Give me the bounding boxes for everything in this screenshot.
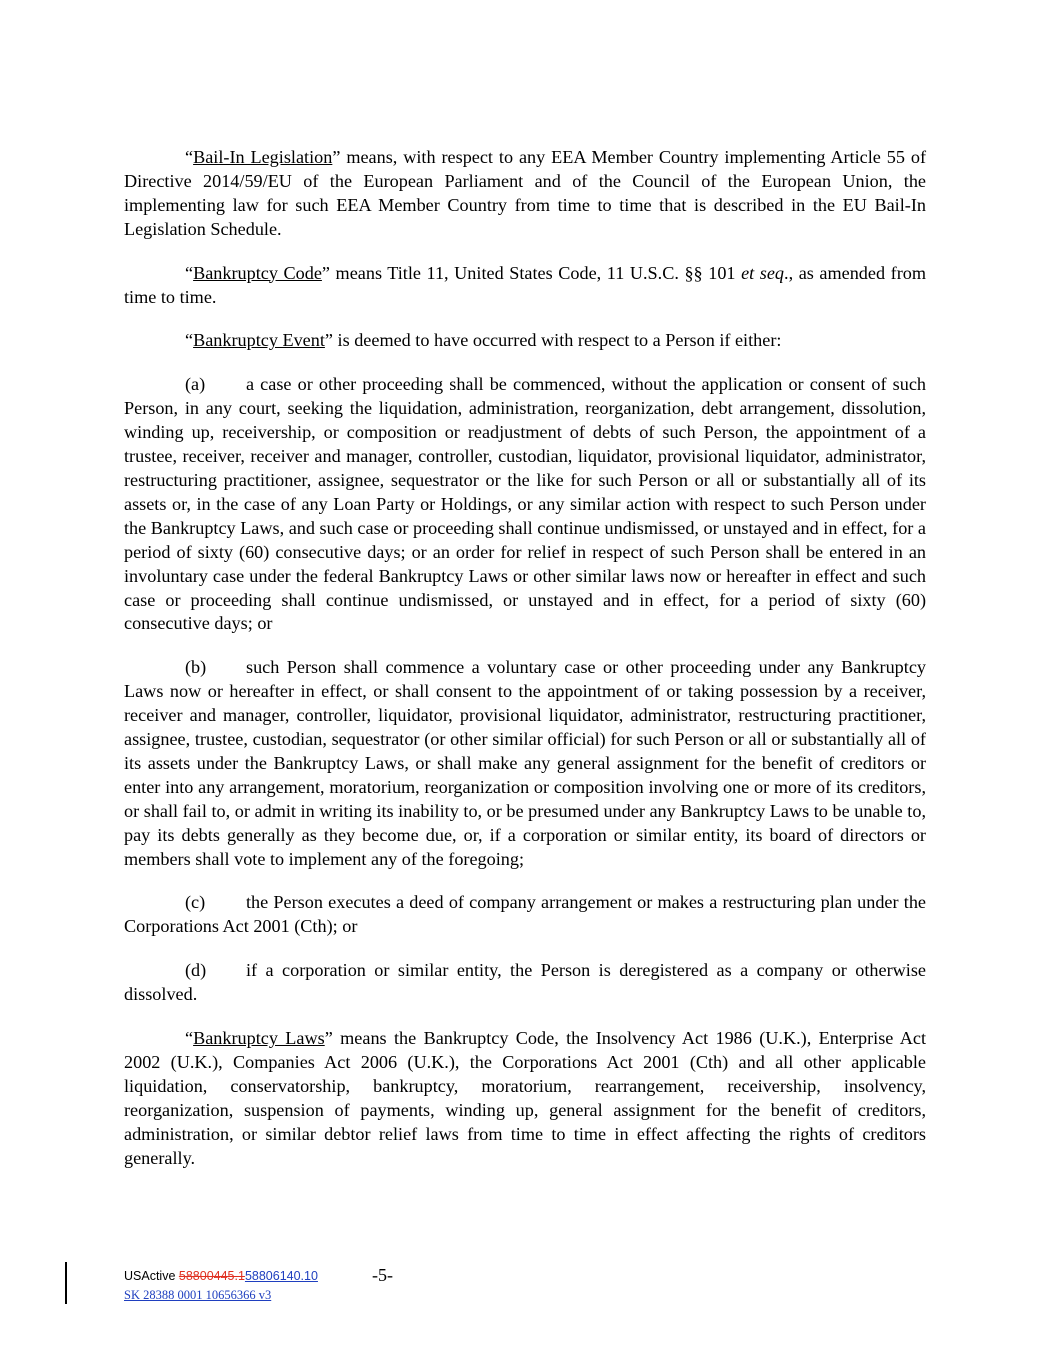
open-quote: “ — [185, 1028, 194, 1049]
clause-label: (c) — [185, 892, 206, 913]
definition-text: ” is deemed to have occurred with respect to a Person if either: — [324, 330, 782, 351]
inserted-doc-id: 58806140.10 — [244, 1269, 318, 1283]
change-bar — [65, 1262, 67, 1304]
definition-text-end: ., as amended from time to time. — [124, 262, 926, 307]
definition-bankruptcy-event — [124, 329, 926, 353]
definition-bail-in-legislation — [124, 146, 926, 242]
clause-label: (d) — [185, 960, 207, 981]
footer-doc-id — [124, 1269, 318, 1283]
page-number: -5- — [372, 1265, 393, 1285]
open-quote: “ — [185, 330, 194, 351]
document-body — [124, 146, 926, 1191]
clause-d — [124, 959, 926, 1007]
open-quote: “ — [185, 147, 194, 167]
clause-b — [124, 656, 926, 871]
clause-text: such Person shall commence a voluntary case or other proceeding under any Bankruptcy Laws now or hereafter in effect, or shall consent to the appointment of or taking possession by a receiver, receiver and manager, controller, liquidator, provisional liquidator, administrator, restructuring practitioner, assignee, trustee, custodian, sequestrator (or other similar official) for such Person or all or substantially all of its assets under the Bankruptcy Laws, or shall make any general assignment for the benefit of creditors or enter into any arrangement, moratorium, reorganization or composition involving one or more of its creditors, or shall fail to, or admit in writing its inability to, or be presumed under any Bankruptcy Laws to be unable to, pay its debts generally as they become due, or, if a corporation or similar entity, its board of directors or members shall vote to implement any of the foregoing; — [124, 657, 926, 869]
defined-term: Bankruptcy Event — [193, 330, 325, 351]
defined-term: Bankruptcy Code — [193, 262, 322, 283]
definition-bankruptcy-code — [124, 262, 926, 310]
definition-bankruptcy-laws — [124, 1027, 926, 1170]
clause-label: (a) — [185, 374, 206, 395]
clause-text: if a corporation or similar entity, the Person is deregistered as a company or otherwise dissolved. — [124, 960, 926, 1005]
footer-prefix: USActive — [124, 1269, 179, 1283]
clause-label: (b) — [185, 657, 207, 678]
footer-doc-reference: SK 28388 0001 10656366 v3 — [124, 1288, 272, 1302]
italic-text: et seq — [741, 262, 785, 283]
definition-text: ” means Title 11, United States Code, 11 U.S.C. §§ 101 — [321, 262, 742, 283]
clause-text: a case or other proceeding shall be commenced, without the application or consent of such Person, in any court, seeking the liquidation, administration, reorganization, debt arrangement, dissolution, winding up, receivership, or composition or readjustment of debts of such Person, the appointment of a trustee, receiver, receiver and manager, controller, custodian, liquidator, provisional liquidator, administrator, restructuring practitioner, assignee, sequestrator or the like for such Person or all or substantially all of its assets or, in the case of any Loan Party or Holdings, or any similar action with respect to such Person under the Bankruptcy Laws, and such case or proceeding shall continue undismissed, or unstayed and in effect, for a period of sixty (60) consecutive days; or an order for relief in respect of such Person shall be entered in an involuntary case under the federal Bankruptcy Laws or other similar laws now or hereafter in effect and such case or proceeding shall continue undismissed, or unstayed and in effect, for a period of sixty (60) consecutive days; or — [124, 374, 926, 634]
deleted-doc-id: 58800445.1 — [178, 1269, 245, 1283]
clause-text: the Person executes a deed of company arrangement or makes a restructuring plan under the Corporations Act 2001 (Cth); or — [124, 892, 926, 937]
defined-term: Bail-In Legislation — [193, 147, 333, 167]
definition-text: ” means, with respect to any EEA Member Country implementing Article 55 of Directive 2014/59/EU of the European Parliament and of the Council of the European Union, the implementing law for such EEA Member Country from time to time that is described in the EU Bail-In Legislation Schedule. — [124, 147, 927, 239]
clause-a — [124, 373, 926, 636]
definition-text: ” means the Bankruptcy Code, the Insolvency Act 1986 (U.K.), Enterprise Act 2002 (U.K.), Companies Act 2006 (U.K.), the Corporations Act 2001 (Cth) and all other applicable liquidation, conservatorship, bankruptcy, moratorium, rearrangement, receivership, insolvency, reorganization, suspension of payments, winding up, general assignment for the benefit of creditors, administration, or similar debtor relief laws from time to time in effect affecting the rights of creditors generally. — [124, 1028, 927, 1168]
clause-c — [124, 891, 926, 939]
defined-term: Bankruptcy Laws — [193, 1028, 325, 1049]
open-quote: “ — [185, 262, 194, 283]
